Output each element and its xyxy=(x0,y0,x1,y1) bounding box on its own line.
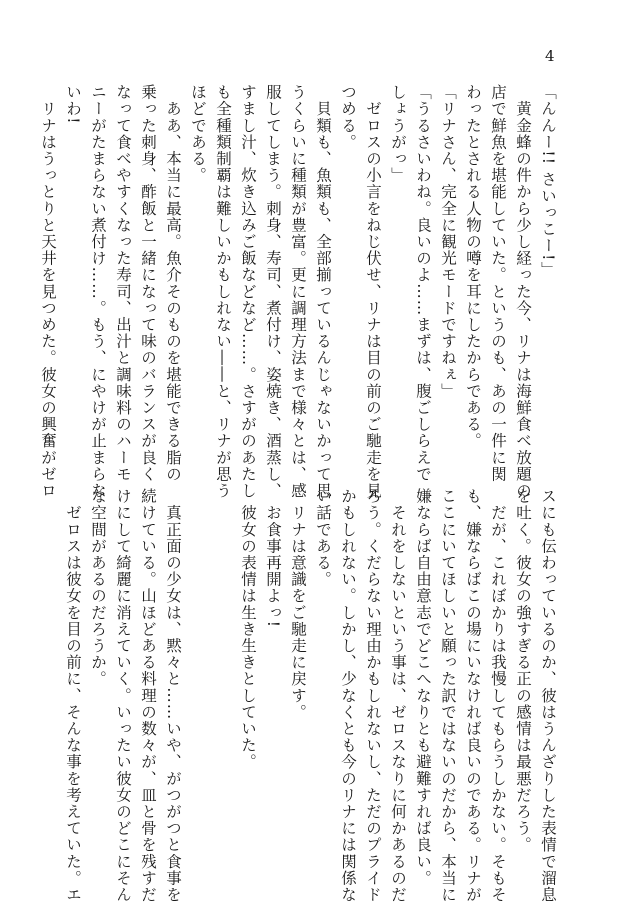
text-line: 嫌ならば自由意志でどこへなりとも避難すれば良い。 xyxy=(414,488,432,887)
text-line: 店で鮮魚を堪能していた。というのも、あの一件に関 xyxy=(489,84,507,483)
text-line: リナは意識をご馳走に戻す。 xyxy=(289,488,307,721)
text-line: 黄金蜂の件から少し経った今、リナは海鮮食べ放題の xyxy=(514,84,532,499)
text-line: だが、これぼかりは我慢してもらうしかない。そもそ xyxy=(489,488,507,903)
text-line: わったとされる人物の噂を耳にしたからである。 xyxy=(464,84,482,450)
text-line: を吐く。彼女の強すぎる正の感情は最悪だろう。 xyxy=(514,488,532,854)
page-number: 4 xyxy=(545,47,555,65)
text-line: かもしれない。しかし、少なくとも今のリナには関係な xyxy=(339,488,357,903)
text-line: 彼女の表情は生き生きとしていた。 xyxy=(239,488,257,771)
text-line: 真正面の少女は、黙々と……いや、がつがつと食事を xyxy=(164,488,182,903)
text-line: ゼロスの小言をねじ伏せ、リナは目の前のご馳走を見 xyxy=(364,84,382,499)
text-line xyxy=(210,488,235,833)
text-line: も、嫌ならばこの場にいなければ良いのである。リナが xyxy=(464,488,482,903)
text-line: 「んんー!! さいっこー!」 xyxy=(539,84,557,279)
text-line: ほどである。 xyxy=(189,84,207,184)
text-line: うくらいに種類が豊富。更に調理方法まで様々とは、感 xyxy=(289,84,307,499)
text-line: 「うるさいわね。良いのよ……まずは、腹ごしらえで xyxy=(414,84,432,483)
text-line: リナはうっとりと天井を見つめた。彼女の興奮がゼロ xyxy=(39,84,57,499)
text-line: ゼロスは彼女を目の前に、そんな事を考えていた。エ xyxy=(64,488,82,903)
text-line: 服してしまう。刺身、寿司、煮付け、姿焼き、酒蒸し、 xyxy=(264,84,282,499)
text-line: いわ! xyxy=(64,84,82,125)
text-line: い話である。 xyxy=(314,488,332,588)
text-line: ニーがたまらない煮付け……。もう、にやけが止まらな xyxy=(89,84,107,499)
text-line: つめる。 xyxy=(339,84,357,151)
text-line: ああ、本当に最高。魚介そのものを堪能できる脂の xyxy=(164,84,182,483)
text-line: 「リナさん、完全に観光モードですねぇ」 xyxy=(439,84,457,400)
text-line: スにも伝わっているのか、彼はうんざりした表情で溜息 xyxy=(539,488,557,903)
text-line: 続けている。山ほどある料理の数々が、皿と骨を残すだ xyxy=(139,488,157,903)
text-line: お食事再開よっ! xyxy=(264,488,282,629)
text-line: けにして綺麗に消えていく。いったい彼女のどこにそん xyxy=(114,488,132,903)
text-line: 乗った刺身、酢飯と一緒になって味のバランスが良く xyxy=(139,84,157,483)
text-line: な空間があるのだろうか。 xyxy=(89,488,107,688)
text-line xyxy=(185,488,210,833)
text-line: しょうがっ」 xyxy=(389,84,407,184)
text-line: それをしないという事は、ゼロスなりに何かあるのだ xyxy=(389,488,407,903)
text-line: 貝類も、魚類も、全部揃っているんじゃないかって思 xyxy=(314,84,332,499)
text-line: も全種類制覇は難しいかもしれない――と、リナが思う xyxy=(214,84,232,499)
bottom-text-block xyxy=(60,488,560,903)
top-text-block xyxy=(35,84,560,499)
text-line: ここにいてほしいと願った訳ではないのだから、本当に xyxy=(439,488,457,903)
text-line: ろう。くだらない理由かもしれないし、ただのプライド xyxy=(364,488,382,903)
text-line: なって食べやすくなった寿司、出汁と調味料のハーモ xyxy=(114,84,132,483)
text-line: すまし汁、炊き込みご飯などなど……。さすがのあたし xyxy=(239,84,257,499)
